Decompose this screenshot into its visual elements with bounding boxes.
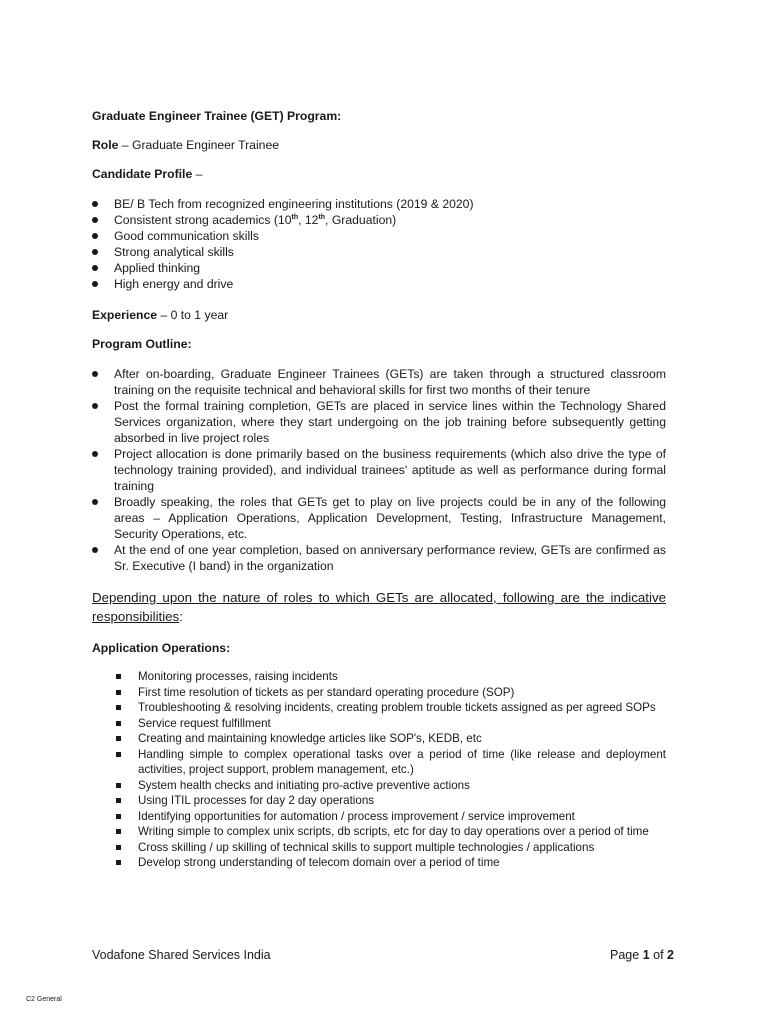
list-item: Broadly speaking, the roles that GETs get to play on live projects could be in any of the following areas – Application Operations, Application Development, Testing, Infrastructure Management, Security Operations, etc.: [92, 494, 666, 542]
bullet-icon: [92, 217, 98, 223]
list-item: Applied thinking: [92, 260, 666, 276]
list-item: High energy and drive: [92, 276, 666, 292]
bullet-icon: [92, 249, 98, 255]
bullet-icon: [116, 829, 121, 834]
responsibilities-intro-colon: :: [179, 609, 183, 624]
candidate-profile-suffix: –: [192, 167, 203, 181]
experience-label: Experience: [92, 308, 158, 322]
bullet-icon: [116, 736, 121, 741]
classification-label: C2 General: [26, 996, 62, 1003]
document-title: Graduate Engineer Trainee (GET) Program:: [92, 109, 342, 123]
bullet-icon: [92, 201, 98, 207]
list-item: Creating and maintaining knowledge articles like SOP's, KEDB, etc: [92, 731, 666, 747]
list-item: Cross skilling / up skilling of technical skills to support multiple technologies / applications: [92, 840, 666, 856]
bullet-icon: [116, 721, 121, 726]
list-item: BE/ B Tech from recognized engineering institutions (2019 & 2020): [92, 196, 666, 212]
program-outline-list: [92, 366, 666, 574]
list-item: Consistent strong academics (10th, 12th, Graduation): [92, 212, 666, 228]
bullet-icon: [92, 451, 98, 457]
list-item: Writing simple to complex unix scripts, db scripts, etc for day to day operations over a period of time: [92, 824, 666, 840]
bullet-icon: [116, 783, 121, 788]
list-item: Troubleshooting & resolving incidents, creating problem trouble tickets assigned as per agreed SOPs: [92, 700, 666, 716]
list-item: Post the formal training completion, GETs are placed in service lines within the Technology Shared Services organization, where they start undergoing on the job training before subsequently getting absorbed in live project roles: [92, 398, 666, 446]
bullet-icon: [116, 674, 121, 679]
list-item: After on-boarding, Graduate Engineer Trainees (GETs) are taken through a structured classroom training on the requisite technical and behavioral skills for first two months of their tenure: [92, 366, 666, 398]
bullet-icon: [92, 233, 98, 239]
application-operations-heading: Application Operations:: [92, 641, 231, 655]
footer-company: Vodafone Shared Services India: [92, 948, 271, 962]
application-operations-list: [92, 669, 666, 871]
bullet-icon: [116, 860, 121, 865]
list-item: Develop strong understanding of telecom domain over a period of time: [92, 855, 666, 871]
document-body: [92, 108, 666, 871]
list-item: First time resolution of tickets as per standard operating procedure (SOP): [92, 685, 666, 701]
responsibilities-intro: [92, 588, 666, 626]
list-item: Strong analytical skills: [92, 244, 666, 260]
program-outline-heading: Program Outline:: [92, 337, 192, 351]
bullet-icon: [116, 752, 121, 757]
bullet-icon: [116, 798, 121, 803]
role-label: Role: [92, 138, 119, 152]
page-word: Page: [610, 948, 640, 962]
bullet-icon: [116, 690, 121, 695]
list-item: Good communication skills: [92, 228, 666, 244]
experience-value: – 0 to 1 year: [157, 308, 229, 322]
responsibilities-intro-text: Depending upon the nature of roles to which GETs are allocated, following are the indicative responsibilities: [92, 590, 666, 624]
page-current: 1: [642, 948, 650, 962]
list-item: Handling simple to complex operational tasks over a period of time (like release and deployment activities, project support, problem management, etc.): [92, 747, 666, 778]
list-item: Monitoring processes, raising incidents: [92, 669, 666, 685]
list-item: Project allocation is done primarily based on the business requirements (which also drive the type of technology training provided), and individual trainees' aptitude as well as performance during formal training: [92, 446, 666, 494]
list-item: Using ITIL processes for day 2 day operations: [92, 793, 666, 809]
list-item: Service request fulfillment: [92, 716, 666, 732]
list-item: System health checks and initiating pro-active preventive actions: [92, 778, 666, 794]
bullet-icon: [116, 705, 121, 710]
list-item: Identifying opportunities for automation / process improvement / service improvement: [92, 809, 666, 825]
page-of: of: [653, 948, 664, 962]
bullet-icon: [92, 265, 98, 271]
bullet-icon: [92, 547, 98, 553]
list-item: At the end of one year completion, based on anniversary performance review, GETs are confirmed as Sr. Executive (I band) in the organization: [92, 542, 666, 574]
candidate-profile-label: Candidate Profile: [92, 167, 193, 181]
bullet-icon: [116, 845, 121, 850]
candidate-profile-heading: [92, 166, 666, 182]
bullet-icon: [92, 371, 98, 377]
bullet-icon: [92, 281, 98, 287]
role-line: [92, 137, 666, 153]
footer-page-number: [560, 948, 674, 962]
candidate-profile-list: [92, 196, 666, 292]
role-value: – Graduate Engineer Trainee: [118, 138, 279, 152]
bullet-icon: [92, 499, 98, 505]
page-total: 2: [667, 948, 674, 962]
bullet-icon: [116, 814, 121, 819]
experience-line: [92, 307, 666, 323]
bullet-icon: [92, 403, 98, 409]
